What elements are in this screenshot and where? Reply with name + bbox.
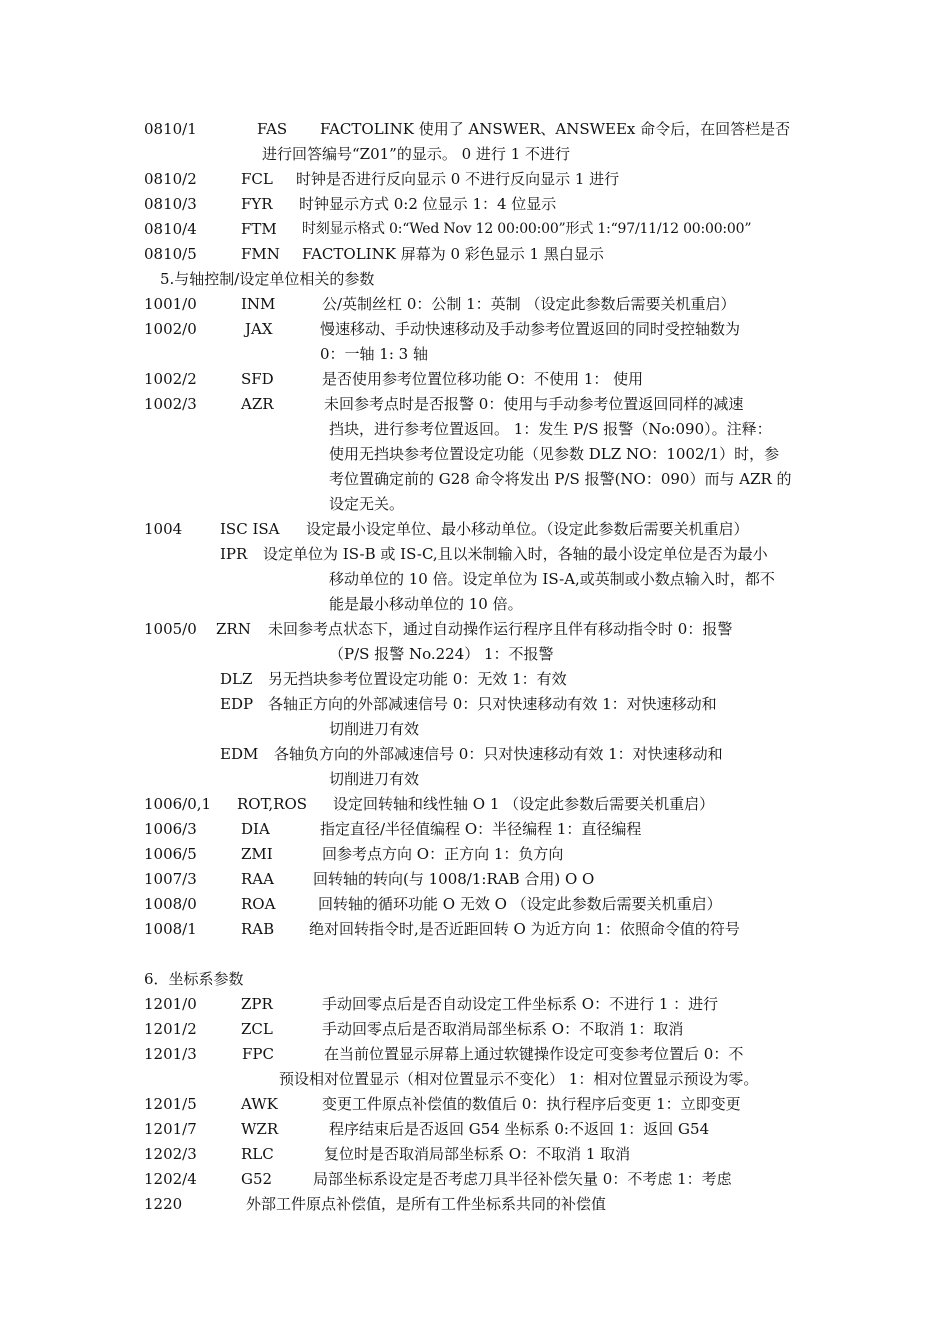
param-description: 程序结束后是否返回 G54 坐标系 0:不返回 1：返回 G54 xyxy=(329,1120,710,1138)
param-number: 1008/0 xyxy=(144,895,197,913)
param-number: 1005/0 xyxy=(144,620,197,638)
param-code: ZCL xyxy=(241,1020,273,1038)
param-code: FYR xyxy=(241,195,273,213)
param-description: 时刻显示格式 0:“Wed Nov 12 00:00:00”形式 1:“97/11/12 00:00:00” xyxy=(302,221,752,237)
param-number: 1006/0,1 xyxy=(144,795,212,813)
param-description: 公/英制丝杠 0：公制 1：英制 （设定此参数后需要关机重启） xyxy=(322,295,736,313)
param-description-continued: 切削进刀有效 xyxy=(329,720,420,738)
param-description: 各轴负方向的外部减速信号 0：只对快速移动有效 1：对快速移动和 xyxy=(274,745,723,763)
param-number: 1202/3 xyxy=(144,1145,197,1163)
param-code: FTM xyxy=(241,220,277,238)
param-description-continued: 移动单位的 10 倍。设定单位为 IS-A,或英制或小数点输入时，都不 xyxy=(329,570,775,588)
param-description-continued: 切削进刀有效 xyxy=(329,770,420,788)
param-code: RLC xyxy=(241,1145,274,1163)
param-description: 在当前位置显示屏幕上通过软键操作设定可变参考位置后 0：不 xyxy=(324,1045,744,1063)
param-description: 回转轴的循环功能 O 无效 O （设定此参数后需要关机重启） xyxy=(318,895,722,913)
param-description-continued: 0：一轴 1: 3 轴 xyxy=(320,345,428,363)
param-description-continued: 能是最小移动单位的 10 倍。 xyxy=(329,595,523,613)
param-number: 1007/3 xyxy=(144,870,197,888)
param-description: 是否使用参考位置位移功能 O：不使用 1： 使用 xyxy=(322,370,644,388)
param-number: 0810/1 xyxy=(144,120,197,138)
param-description: 局部坐标系设定是否考虑刀具半径补偿矢量 0：不考虑 1：考虑 xyxy=(313,1170,732,1188)
param-number: 0810/3 xyxy=(144,195,197,213)
param-code: ZPR xyxy=(241,995,273,1013)
param-description-continued: 预设相对位置显示（相对位置显示不变化） 1：相对位置显示预设为零。 xyxy=(279,1070,759,1088)
param-code: AWK xyxy=(241,1095,278,1113)
param-code: FAS xyxy=(257,120,288,138)
param-description: FACTOLINK 屏幕为 0 彩色显示 1 黑白显示 xyxy=(302,245,604,263)
param-description: 各轴正方向的外部减速信号 0：只对快速移动有效 1：对快速移动和 xyxy=(268,695,717,713)
param-description-continued: 考位置确定前的 G28 命令将发出 P/S 报警(NO：090）而与 AZR 的 xyxy=(329,470,792,488)
param-description-continued: 进行回答编号“Z01”的显示。 0 进行 1 不进行 xyxy=(262,145,571,163)
param-number: 1002/0 xyxy=(144,320,197,338)
param-code: ROT,ROS xyxy=(237,795,308,813)
param-description: 变更工件原点补偿值的数值后 0：执行程序后变更 1：立即变更 xyxy=(322,1095,741,1113)
section-heading: 5.与轴控制/设定单位相关的参数 xyxy=(160,270,375,288)
param-description-continued: 设定无关。 xyxy=(329,495,405,513)
param-description: 指定直径/半径值编程 O：半径编程 1：直径编程 xyxy=(320,820,642,838)
param-description: 未回参考点状态下，通过自动操作运行程序且伴有移动指令时 0：报警 xyxy=(268,620,733,638)
param-description-continued: 挡块，进行参考位置返回。 1：发生 P/S 报警（No:090）。注释： xyxy=(329,420,772,438)
param-code: EDM xyxy=(220,745,259,763)
param-code: FMN xyxy=(241,245,280,263)
param-number: 1006/3 xyxy=(144,820,197,838)
param-number: 1001/0 xyxy=(144,295,197,313)
param-number: 1002/3 xyxy=(144,395,197,413)
param-code: JAX xyxy=(245,320,273,338)
param-number: 1201/5 xyxy=(144,1095,197,1113)
param-description: 手动回零点后是否取消局部坐标系 O：不取消 1：取消 xyxy=(322,1020,684,1038)
param-code: ZRN xyxy=(216,620,251,638)
param-code: DIA xyxy=(241,820,270,838)
param-number: 1002/2 xyxy=(144,370,197,388)
param-code: EDP xyxy=(220,695,254,713)
param-number: 0810/4 xyxy=(144,220,197,238)
param-description: 绝对回转指令时,是否近距回转 O 为近方向 1：依照命令值的符号 xyxy=(309,920,740,938)
param-description: 回参考点方向 O：正方向 1：负方向 xyxy=(322,845,564,863)
param-description: 另无挡块参考位置设定功能 0：无效 1：有效 xyxy=(268,670,567,688)
param-code: AZR xyxy=(241,395,274,413)
param-number: 1201/0 xyxy=(144,995,197,1013)
param-code: IPR xyxy=(220,545,248,563)
param-description: 设定最小设定单位、最小移动单位。（设定此参数后需要关机重启） xyxy=(306,520,749,538)
param-number: 1220 xyxy=(144,1195,183,1213)
param-number: 1201/7 xyxy=(144,1120,197,1138)
param-number: 0810/5 xyxy=(144,245,197,263)
param-code: ZMI xyxy=(241,845,273,863)
param-code: ROA xyxy=(241,895,276,913)
param-number: 1008/1 xyxy=(144,920,197,938)
param-code: G52 xyxy=(241,1170,273,1188)
param-code: FPC xyxy=(242,1045,274,1063)
param-code: WZR xyxy=(241,1120,279,1138)
param-description: 设定单位为 IS-B 或 IS-C,且以米制输入时，各轴的最小设定单位是否为最小 xyxy=(263,545,768,563)
param-number: 1201/3 xyxy=(144,1045,197,1063)
param-description: 设定回转轴和线性轴 O 1 （设定此参数后需要关机重启） xyxy=(333,795,715,813)
param-description: 回转轴的转向(与 1008/1:RAB 合用) O O xyxy=(313,870,595,888)
param-description: 复位时是否取消局部坐标系 O：不取消 1 取消 xyxy=(324,1145,631,1163)
param-description: FACTOLINK 使用了 ANSWER、ANSWEEx 命令后，在回答栏是否 xyxy=(320,120,791,138)
param-description: 慢速移动、手动快速移动及手动参考位置返回的同时受控轴数为 xyxy=(320,320,741,338)
param-code: SFD xyxy=(241,370,274,388)
param-code: FCL xyxy=(241,170,273,188)
param-code: DLZ xyxy=(220,670,253,688)
param-description: 未回参考点时是否报警 0：使用与手动参考位置返回同样的减速 xyxy=(324,395,744,413)
param-description: 时钟是否进行反向显示 0 不进行反向显示 1 进行 xyxy=(296,170,620,188)
param-description: 外部工件原点补偿值，是所有工件坐标系共同的补偿值 xyxy=(246,1195,607,1213)
param-description: 时钟显示方式 0:2 位显示 1：4 位显示 xyxy=(299,195,557,213)
param-number: 1006/5 xyxy=(144,845,197,863)
param-code: RAB xyxy=(241,920,275,938)
param-code: ISC ISA xyxy=(220,520,280,538)
param-number: 1202/4 xyxy=(144,1170,197,1188)
param-description-continued: 使用无挡块参考位置设定功能（见参数 DLZ NO：1002/1）时，参 xyxy=(329,445,780,463)
param-number: 0810/2 xyxy=(144,170,197,188)
param-number: 1004 xyxy=(144,520,183,538)
section-heading: 6．坐标系参数 xyxy=(144,970,244,988)
param-code: RAA xyxy=(241,870,274,888)
param-code: INM xyxy=(241,295,276,313)
param-description: 手动回零点后是否自动设定工件坐标系 O：不进行 1 ：进行 xyxy=(322,995,719,1013)
param-description-continued: （P/S 报警 No.224） 1：不报警 xyxy=(329,645,554,663)
param-number: 1201/2 xyxy=(144,1020,197,1038)
